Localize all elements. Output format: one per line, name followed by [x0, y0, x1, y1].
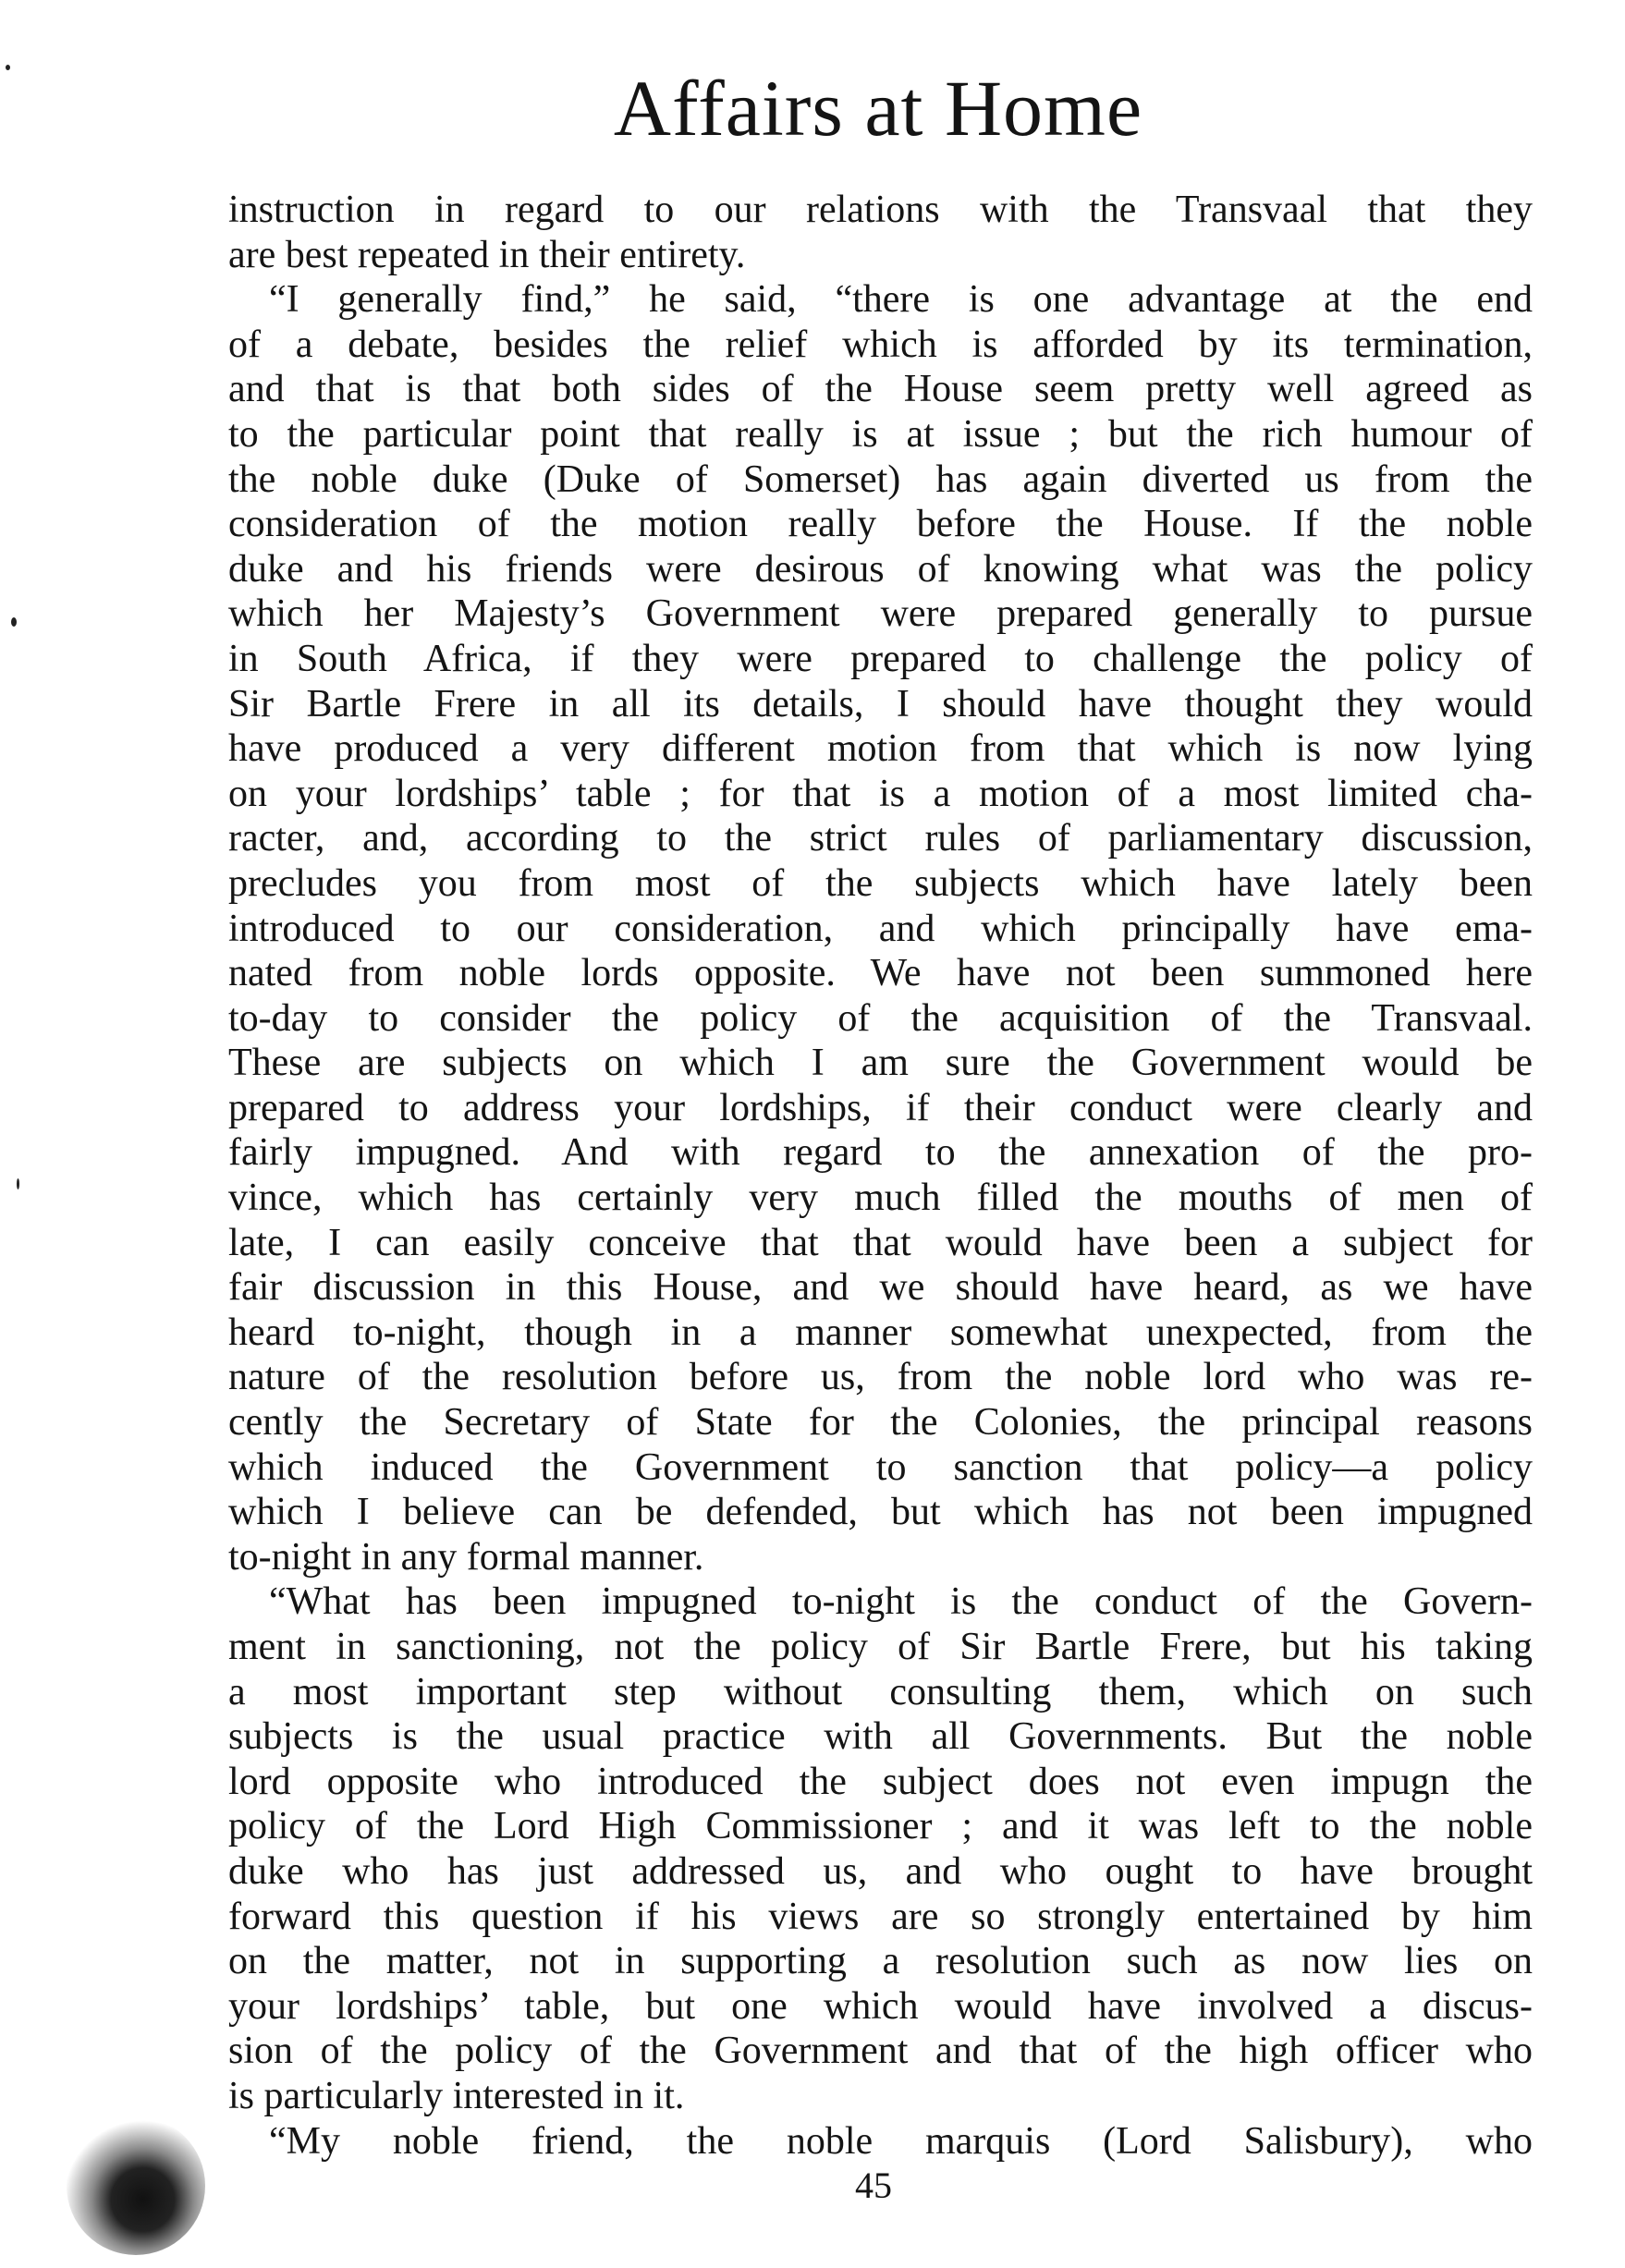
text-line: cently the Secretary of State for the Colonies, the principal reasons: [228, 1401, 1533, 1445]
text-line: is particularly interested in it.: [228, 2074, 685, 2117]
text-line: “I generally find,” he said, “there is one advantage at the end: [269, 278, 1533, 322]
text-line: vince, which has certainly very much filled the mouths of men of: [228, 1177, 1533, 1220]
text-line: on your lordships’ table ; for that is a motion of a most limited cha-: [228, 772, 1533, 815]
speck: [11, 617, 17, 627]
text-line: fair discussion in this House, and we should have heard, as we have: [228, 1266, 1533, 1310]
page-title: Affairs at Home: [613, 64, 1143, 152]
text-line: sion of the policy of the Government and that of the high officer who: [228, 2030, 1533, 2073]
text-line: nature of the resolution before us, from the noble lord who was re-: [228, 1356, 1533, 1399]
text-line: Sir Bartle Frere in all its details, I should have thought they would: [228, 682, 1533, 726]
text-line: on the matter, not in supporting a resolution such as now lies on: [228, 1940, 1533, 1983]
text-line: to-day to consider the policy of the acquisition of the Transvaal.: [228, 996, 1533, 1040]
text-line: in South Africa, if they were prepared to challenge the policy of: [228, 637, 1533, 680]
text-line: fairly impugned. And with regard to the annexation of the pro-: [228, 1131, 1533, 1175]
text-line: of a debate, besides the relief which is afforded by its termination,: [228, 323, 1533, 366]
text-line: policy of the Lord High Commissioner ; and it was left to the noble: [228, 1805, 1533, 1848]
text-line: instruction in regard to our relations with the Transvaal that they: [228, 189, 1533, 231]
text-line: These are subjects on which I am sure the Government would be: [228, 1042, 1533, 1085]
text-line: introduced to our consideration, and which principally have ema-: [228, 907, 1533, 950]
text-line: have produced a very different motion from that which is now lying: [228, 727, 1533, 771]
body-text: [228, 188, 1533, 2164]
text-line: “My noble friend, the noble marquis (Lord Salisbury), who: [269, 2119, 1533, 2163]
speck: [17, 1178, 19, 1189]
text-line: “What has been impugned to-night is the conduct of the Govern-: [269, 1580, 1533, 1624]
text-line: and that is that both sides of the House seem pretty well agreed as: [228, 368, 1533, 411]
text-line: late, I can easily conceive that that would have been a subject for: [228, 1221, 1533, 1264]
text-line: precludes you from most of the subjects which have lately been: [228, 861, 1533, 905]
text-line: ment in sanctioning, not the policy of Sir Bartle Frere, but his taking: [228, 1626, 1533, 1668]
text-line: duke who has just addressed us, and who ought to have brought: [228, 1849, 1533, 1893]
text-line: your lordships’ table, but one which would have involved a discus-: [228, 1984, 1533, 2028]
text-line: a most important step without consulting them, which on such: [228, 1670, 1533, 1713]
text-line: heard to-night, though in a manner somewhat unexpected, from the: [228, 1311, 1533, 1354]
text-line: subjects is the usual practice with all Governments. But the noble: [228, 1715, 1533, 1759]
text-line: lord opposite who introduced the subject does not even impugn the: [228, 1760, 1533, 1803]
text-line: racter, and, according to the strict rules of parliamentary discussion,: [228, 817, 1533, 860]
text-line: which induced the Government to sanction that policy—a policy: [228, 1445, 1533, 1489]
text-line: to-night in any formal manner.: [228, 1535, 704, 1579]
text-line: which her Majesty’s Government were prepared generally to pursue: [228, 592, 1533, 636]
ink-smudge: [67, 2116, 205, 2255]
speck: [6, 65, 10, 70]
text-line: nated from noble lords opposite. We have not been summoned here: [228, 952, 1533, 995]
text-line: consideration of the motion really before the House. If the noble: [228, 503, 1533, 546]
text-line: which I believe can be defended, but which has not been impugned: [228, 1491, 1533, 1534]
text-line: prepared to address your lordships, if their conduct were clearly and: [228, 1086, 1533, 1129]
text-line: to the particular point that really is at issue ; but the rich humour of: [228, 412, 1533, 456]
text-line: forward this question if his views are so strongly entertained by him: [228, 1895, 1533, 1938]
text-line: the noble duke (Duke of Somerset) has again diverted us from the: [228, 457, 1533, 501]
page-number: 45: [855, 2164, 892, 2206]
text-line: duke and his friends were desirous of knowing what was the policy: [228, 547, 1533, 591]
text-line: are best repeated in their entirety.: [228, 233, 746, 276]
